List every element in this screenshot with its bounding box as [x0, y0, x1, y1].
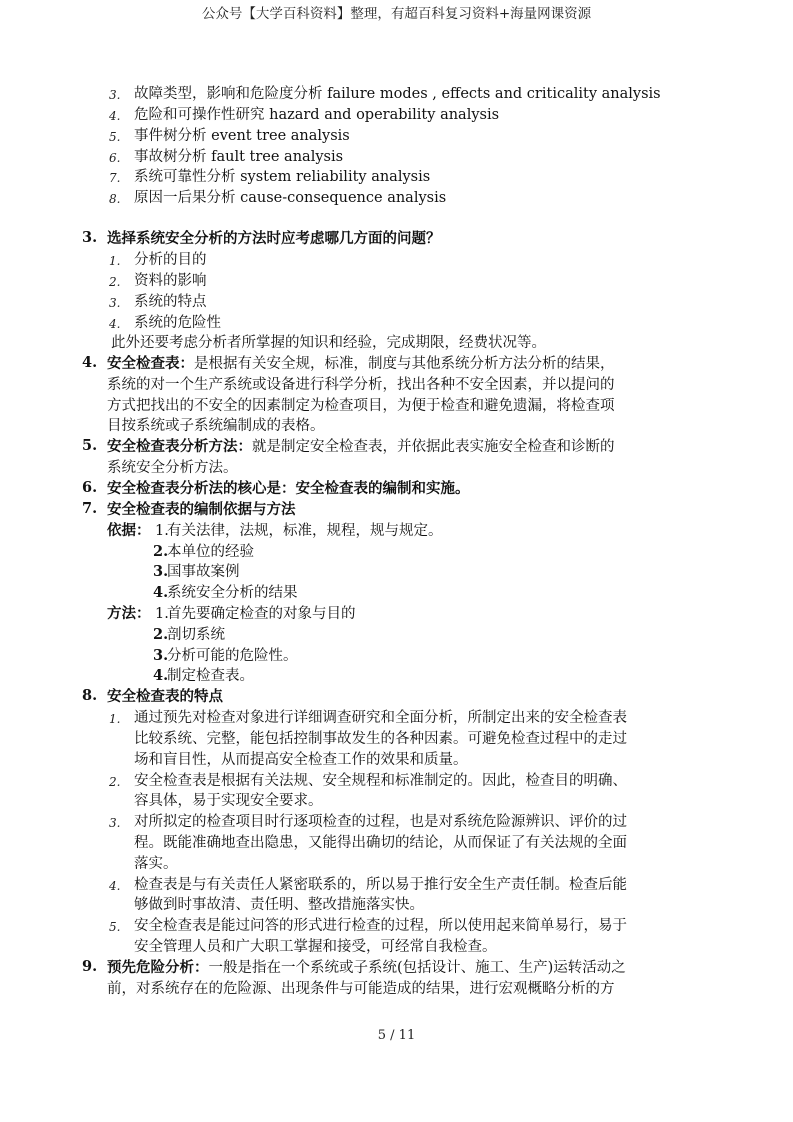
paragraph-line: 比较系统、完整，能包括控制事故发生的各种因素。可避免检查过程中的走过	[134, 731, 627, 747]
list-number: 3.	[109, 296, 121, 310]
list-number: 3.	[109, 88, 121, 102]
question-number: 8.	[82, 687, 98, 704]
page-header: 公众号【大学百科资料】整理，有超百科复习资料+海量网课资源	[201, 6, 592, 22]
question-number: 5.	[82, 437, 98, 454]
paragraph-text: 此外还要考虑分析者所掌握的知识和经验，完成期限，经费状况等。	[111, 335, 546, 351]
question-title: 安全检查表分析法的核心是：安全检查表的编制和实施。	[107, 480, 470, 497]
list-number: 1.	[109, 712, 121, 726]
term-label: 预先危险分析：	[107, 959, 209, 976]
paragraph-line: 程。既能准确地查出隐患，又能得出确切的结论，从而保证了有关法规的全面	[134, 835, 627, 851]
list-item: 分析可能的危险性。	[167, 648, 298, 664]
list-item: 系统安全分析的结果	[167, 585, 298, 601]
paragraph-line: 就是制定安全检查表，并依据此表实施安全检查和诊断的	[252, 439, 615, 455]
paragraph-line: 一般是指在一个系统或子系统(包括设计、施工、生产)运转活动之	[208, 960, 626, 976]
list-number: 4.	[109, 317, 121, 331]
list-item: 资料的影响	[134, 273, 207, 289]
basis-label: 依据：	[107, 522, 151, 539]
question-title: 安全检查表的编制依据与方法	[107, 501, 296, 518]
list-number: 2.	[153, 626, 169, 643]
paragraph-text	[107, 437, 615, 457]
list-number: 4.	[153, 584, 169, 601]
paragraph-line: 够做到时事故清、责任明、整改措施落实快。	[134, 897, 424, 913]
list-number: 1.	[155, 606, 169, 622]
question-number: 3.	[82, 229, 98, 246]
list-number: 2.	[109, 275, 121, 289]
question-number: 6.	[82, 479, 98, 496]
paragraph-line: 安全检查表是能过问答的形式进行检查的过程，所以使用起来简单易行，易于	[134, 918, 627, 934]
list-item: 分析的目的	[134, 252, 207, 268]
list-item: 本单位的经验	[167, 544, 254, 560]
question-number: 9.	[82, 958, 98, 975]
list-item: 事故树分析 fault tree analysis	[134, 149, 344, 165]
list-number: 5.	[109, 130, 121, 144]
list-number: 7.	[109, 171, 121, 185]
list-number: 3.	[153, 563, 169, 580]
list-number: 5.	[109, 920, 121, 934]
paragraph-line: 通过预先对检查对象进行详细调查研究和全面分析，所制定出来的安全检查表	[134, 710, 627, 726]
list-item: 有关法律，法规，标准，规程，规与规定。	[167, 523, 443, 539]
paragraph-line: 系统的对一个生产系统或设备进行科学分析，找出各种不安全因素，并以提问的	[107, 377, 615, 393]
list-number: 1.	[155, 523, 169, 539]
list-item: 系统可靠性分析 system reliability analysis	[134, 169, 431, 185]
list-item: 原因一后果分析 cause-consequence analysis	[134, 190, 447, 206]
paragraph-text	[107, 354, 615, 374]
list-item: 制定检查表。	[167, 668, 254, 684]
list-number: 3.	[153, 647, 169, 664]
list-item: 系统的特点	[134, 294, 207, 310]
list-number: 4.	[109, 879, 121, 893]
list-number: 8.	[109, 192, 121, 206]
paragraph-text	[107, 958, 626, 978]
list-number: 6.	[109, 151, 121, 165]
list-number: 2.	[153, 543, 169, 560]
paragraph-line: 方式把找出的不安全的因素制定为检查项目，为便于检查和避免遗漏，将检查项	[107, 398, 615, 414]
paragraph-line: 容具体，易于实现安全要求。	[134, 793, 323, 809]
list-item: 故障类型，影响和危险度分析 failure modes , effects and criticality analysis	[134, 86, 661, 102]
list-number: 4.	[153, 667, 169, 684]
term-label: 安全检查表分析方法：	[107, 438, 252, 455]
list-item: 国事故案例	[167, 564, 240, 580]
question-number: 7.	[82, 500, 98, 517]
list-item: 事件树分析 event tree analysis	[134, 128, 350, 144]
list-item: 首先要确定检查的对象与目的	[167, 606, 356, 622]
paragraph-line: 对所拟定的检查项目时行逐项检查的过程，也是对系统危险源辨识、评价的过	[134, 814, 627, 830]
paragraph-line: 落实。	[134, 856, 178, 872]
paragraph-line: 检查表是与有关责任人紧密联系的，所以易于推行安全生产责任制。检查后能	[134, 877, 627, 893]
question-number: 4.	[82, 354, 98, 371]
method-label: 方法：	[107, 605, 151, 622]
paragraph-line: 安全管理人员和广大职工掌握和接受，可经常自我检查。	[134, 939, 497, 955]
list-item: 危险和可操作性研究 hazard and operability analysis	[134, 107, 500, 123]
paragraph-line: 安全检查表是根据有关法规、安全规程和标准制定的。因此，检查目的明确、	[134, 773, 627, 789]
paragraph-line: 目按系统或子系统编制成的表格。	[107, 418, 325, 434]
list-number: 1.	[109, 254, 121, 268]
paragraph-line: 前，对系统存在的危险源、出现条件与可能造成的结果，进行宏观概略分析的方	[107, 981, 615, 997]
paragraph-line: 场和盲目性，从而提高安全检查工作的效果和质量。	[134, 752, 468, 768]
page-number: 5 / 11	[377, 1028, 416, 1043]
term-label: 安全检查表：	[107, 355, 194, 372]
paragraph-line: 系统安全分析方法。	[107, 460, 238, 476]
question-title: 安全检查表的特点	[107, 688, 223, 705]
question-title: 选择系统安全分析的方法时应考虑哪几方面的问题？	[107, 230, 441, 247]
list-item: 系统的危险性	[134, 315, 221, 331]
list-number: 3.	[109, 816, 121, 830]
list-number: 4.	[109, 109, 121, 123]
paragraph-line: 是根据有关安全规，标准，制度与其他系统分析方法分析的结果，	[194, 356, 615, 372]
list-item: 剖切系统	[167, 627, 225, 643]
list-number: 2.	[109, 775, 121, 789]
